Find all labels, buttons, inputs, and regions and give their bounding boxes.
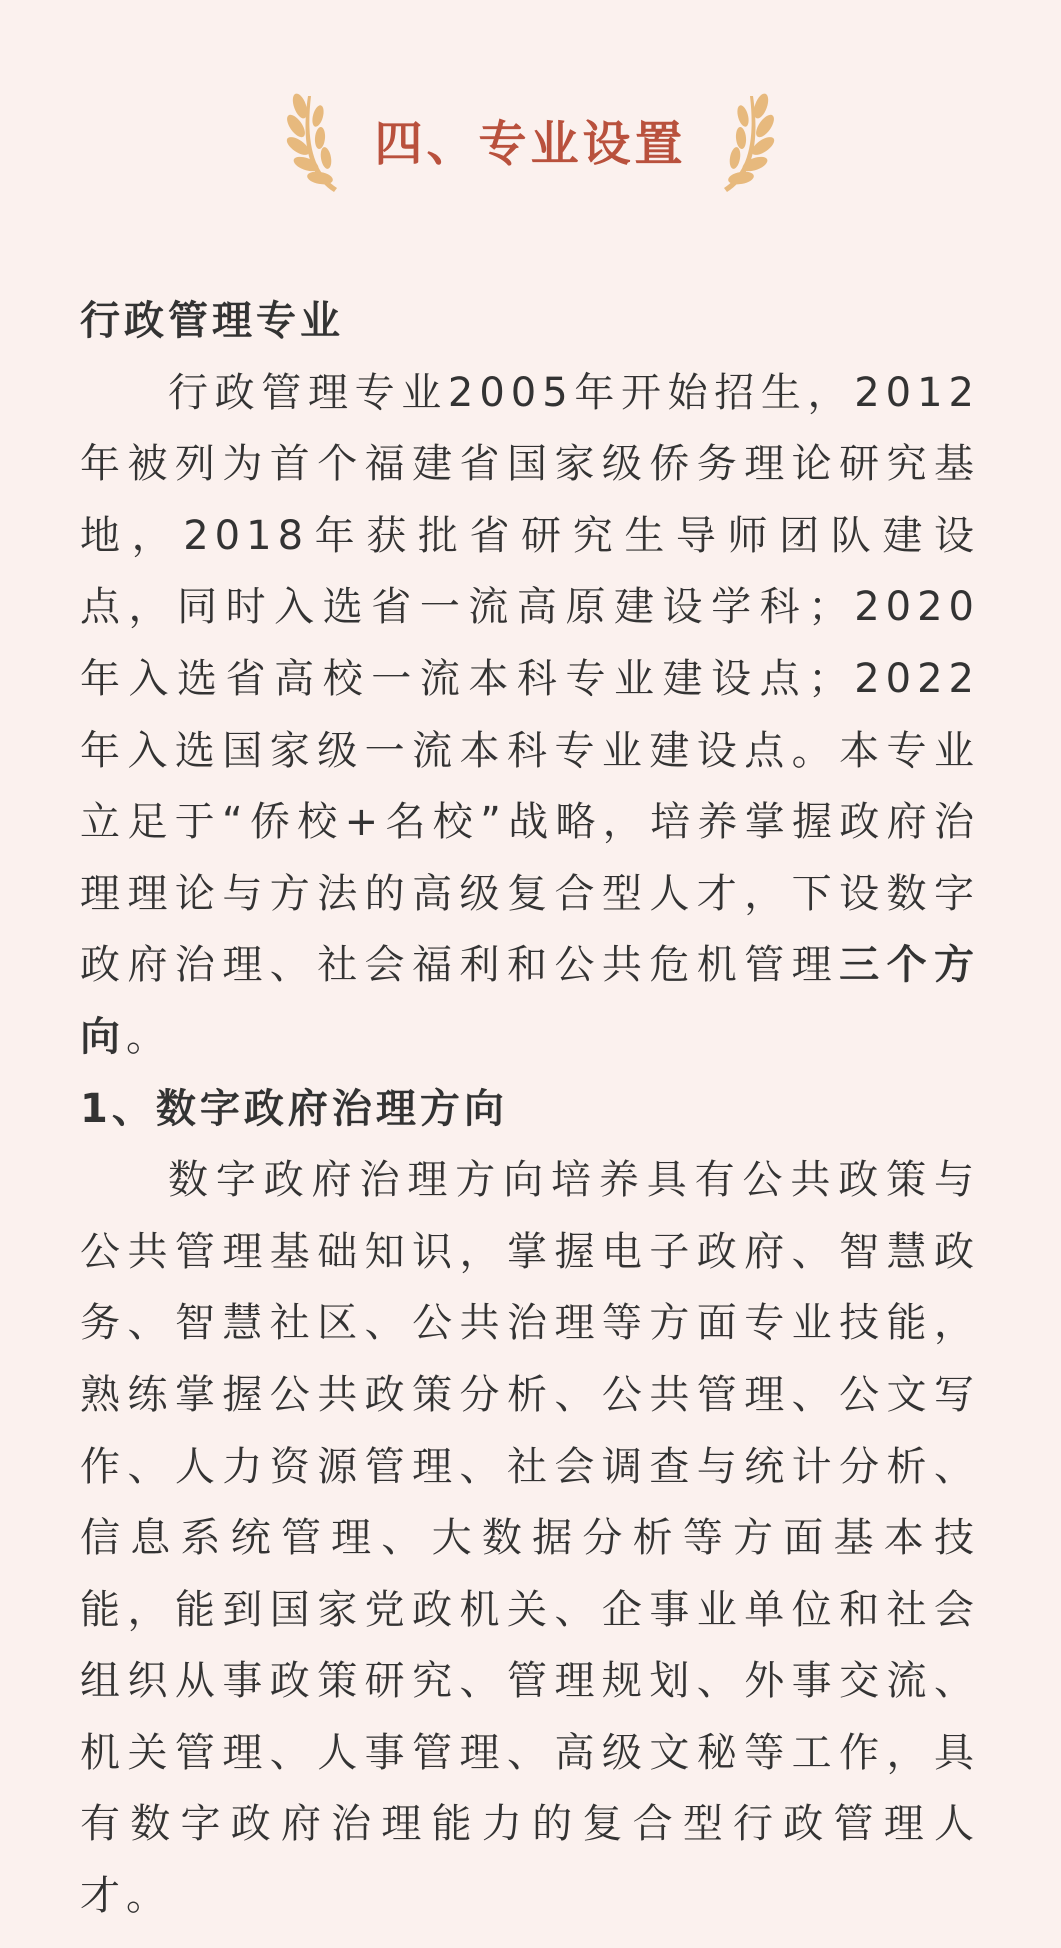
section-header xyxy=(0,80,1061,200)
section-title: 四、专业设置 xyxy=(374,116,687,172)
major-paragraph-end: 。 xyxy=(126,1013,172,1060)
direction-1-paragraph: 数字政府治理方向培养具有公共政策与公共管理基础知识，掌握电子政府、智慧政务、智慧社区、公共治理等方面专业技能，熟练掌握公共政策分析、公共管理、公文写作、人力资源管理、社会调查与统计分析、信息系统管理、大数据分析等方面基本技能，能到国家党政机关、企事业单位和社会组织从事政策研究、管理规划、外事交流、机关管理、人事管理、高级文秘等工作，具有数字政府治理能力的复合型行政管理人才。 xyxy=(80,1157,980,1920)
major-title: 行政管理专业 xyxy=(80,298,344,344)
major-paragraph xyxy=(80,358,980,1074)
article-body xyxy=(80,286,980,1933)
major-paragraph-main: 行政管理专业2005年开始招生，2012年被列为首个福建省国家级侨务理论研究基地，2018年获批省研究生导师团队建设点，同时入选省一流高原建设学科；2020年入选省高校一流本科专业建设点；2022年入选国家级一流本科专业建设点。本专业立足于“侨校+名校”战略，培养掌握政府治理理论与方法的高级复合型人才，下设数字政府治理、社会福利和公共危机管理 xyxy=(80,369,980,989)
laurel-right-icon xyxy=(707,88,779,198)
direction-1-title: 1、数字政府治理方向 xyxy=(80,1085,508,1132)
major-paragraph-emphasis: 三个方向 xyxy=(80,942,981,1060)
